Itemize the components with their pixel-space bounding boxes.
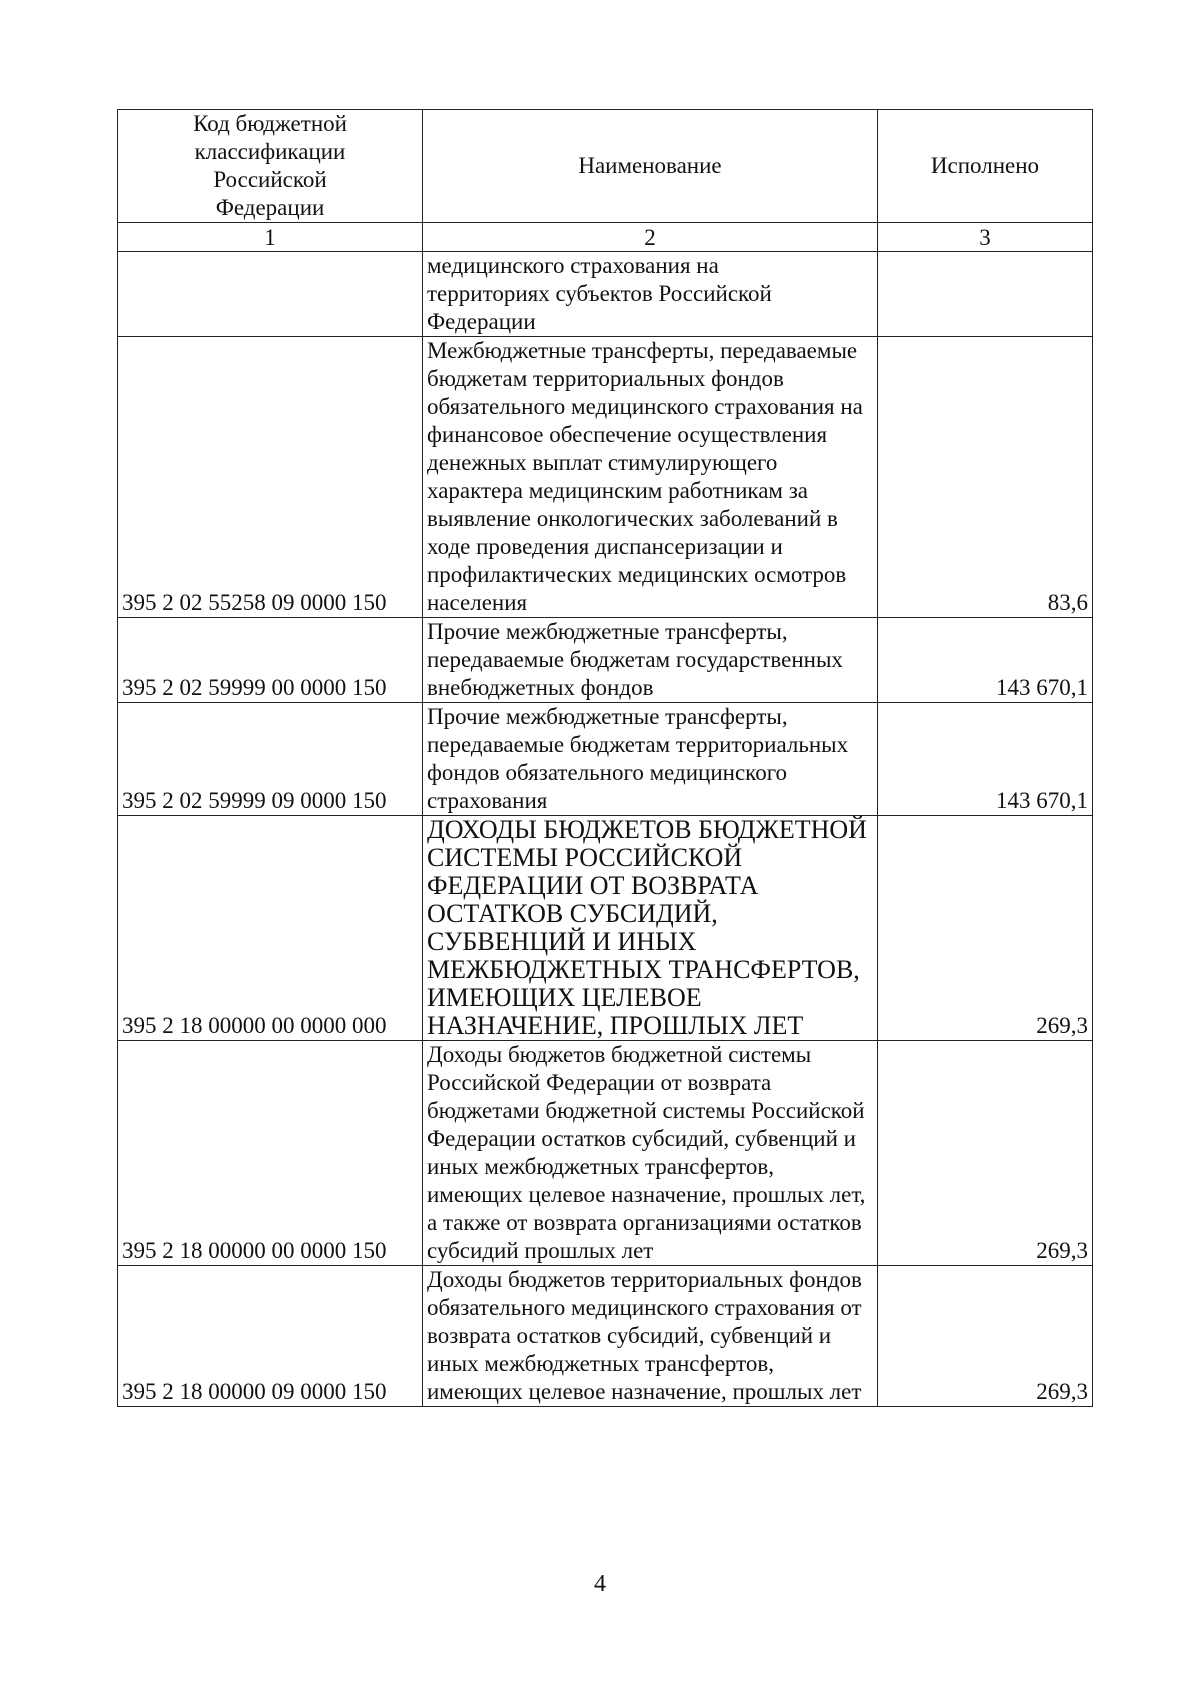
budget-code [118,252,423,337]
table-row [118,337,1093,618]
column-number-row [118,223,1093,252]
table-row [118,1266,1093,1407]
table-row [118,816,1093,1041]
executed-amount: 269,3 [878,1041,1093,1266]
executed-amount: 143 670,1 [878,703,1093,816]
budget-code: 395 2 02 55258 09 0000 150 [118,337,423,618]
column-number: 2 [423,223,878,252]
executed-amount: 143 670,1 [878,618,1093,703]
budget-code: 395 2 18 00000 00 0000 150 [118,1041,423,1266]
budget-code: 395 2 02 59999 00 0000 150 [118,618,423,703]
item-name: Доходы бюджетов территориальных фондов обязательного медицинского страхования от возврата остатков субсидий, субвенций и иных межбюджетных трансфертов, имеющих целевое назначение, прошлых лет [423,1266,878,1407]
budget-code: 395 2 18 00000 00 0000 000 [118,816,423,1041]
header-code: Код бюджетной классификации Российской Федерации [118,110,423,223]
executed-amount: 269,3 [878,816,1093,1041]
item-name: Доходы бюджетов бюджетной системы Российской Федерации от возврата бюджетами бюджетной системы Российской Федерации остатков субсидий, субвенций и иных межбюджетных трансфертов, имеющих целевое назначение, прошлых лет, а также от возврата организациями остатков субсидий прошлых лет [423,1041,878,1266]
table-row [118,1041,1093,1266]
budget-execution-table [117,109,1093,1407]
item-name: ДОХОДЫ БЮДЖЕТОВ БЮДЖЕТНОЙ СИСТЕМЫ РОССИЙСКОЙ ФЕДЕРАЦИИ ОТ ВОЗВРАТА ОСТАТКОВ СУБСИДИЙ, СУБВЕНЦИЙ И ИНЫХ МЕЖБЮДЖЕТНЫХ ТРАНСФЕРТОВ, ИМЕЮЩИХ ЦЕЛЕВОЕ НАЗНАЧЕНИЕ, ПРОШЛЫХ ЛЕТ [423,816,878,1041]
column-number: 1 [118,223,423,252]
item-name: Межбюджетные трансферты, передаваемые бюджетам территориальных фондов обязательного медицинского страхования на финансовое обеспечение осуществления денежных выплат стимулирующего характера медицинским работникам за выявление онкологических заболеваний в ходе проведения диспансеризации и профилактических медицинских осмотров населения [423,337,878,618]
executed-amount: 269,3 [878,1266,1093,1407]
page-number: 4 [594,1571,606,1597]
table-header-row [118,110,1093,223]
executed-amount: 83,6 [878,337,1093,618]
item-name: Прочие межбюджетные трансферты, передаваемые бюджетам территориальных фондов обязательного медицинского страхования [423,703,878,816]
executed-amount [878,252,1093,337]
column-number: 3 [878,223,1093,252]
header-executed: Исполнено [878,110,1093,223]
table-row [118,703,1093,816]
table-row [118,618,1093,703]
item-name: медицинского страхования на территориях субъектов Российской Федерации [423,252,878,337]
budget-code: 395 2 02 59999 09 0000 150 [118,703,423,816]
budget-code: 395 2 18 00000 09 0000 150 [118,1266,423,1407]
header-name: Наименование [423,110,878,223]
item-name: Прочие межбюджетные трансферты, передаваемые бюджетам государственных внебюджетных фондов [423,618,878,703]
table-row [118,252,1093,337]
